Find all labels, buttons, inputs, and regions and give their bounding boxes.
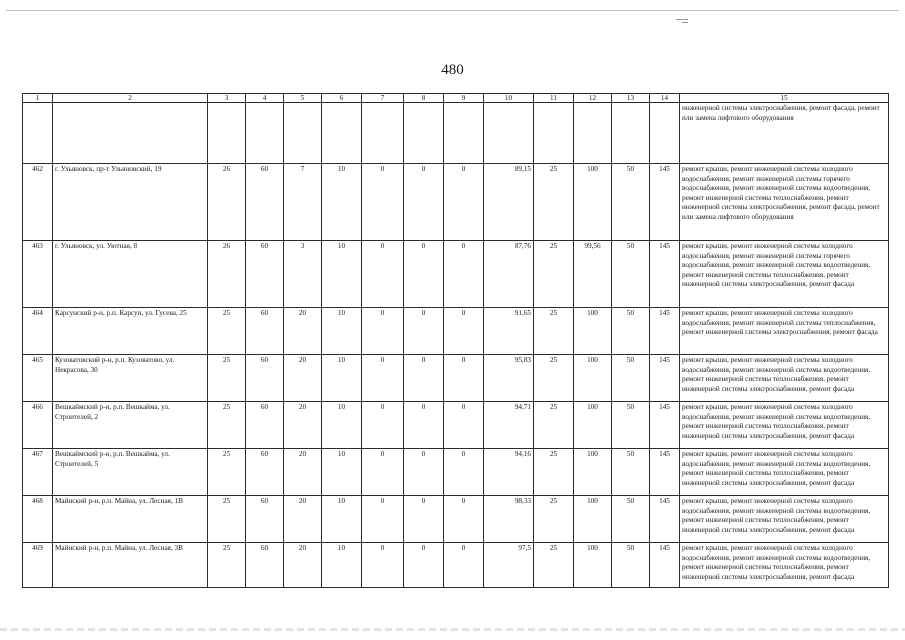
table-row [23, 402, 889, 449]
works-cell: ремонт крыши, ремонт инженерной системы холодного водоснабжения, ремонт инженерной системы водоотведения, ремонт инженерной системы теплоснабжения, ремонт инженерной системы электроснабжения, ремонт фасада [680, 355, 889, 402]
value-cell: 0 [444, 308, 484, 355]
value-cell: 60 [246, 241, 284, 308]
address-cell: Майнский р-н, р.п. Майна, ул. Лесная, 1В [53, 496, 208, 543]
value-cell: 7 [284, 164, 322, 241]
value-cell: 0 [444, 164, 484, 241]
value-cell: 50 [612, 355, 650, 402]
value-cell: 25 [534, 241, 574, 308]
value-cell: 98,33 [484, 496, 534, 543]
value-cell: 60 [246, 496, 284, 543]
value-cell: 20 [284, 543, 322, 588]
col-header: 9 [444, 94, 484, 103]
value-cell: 145 [650, 543, 680, 588]
value-cell: 50 [612, 241, 650, 308]
value-cell: 0 [404, 543, 444, 588]
col-header: 8 [404, 94, 444, 103]
table-row [23, 164, 889, 241]
address-cell: г. Ульяновск, пр-т Ульяновский, 19 [53, 164, 208, 241]
value-cell: 10 [322, 449, 362, 496]
page-number: 480 [441, 62, 464, 78]
value-cell: 100 [574, 496, 612, 543]
works-cell: ремонт крыши, ремонт инженерной системы холодного водоснабжения, ремонт инженерной системы водоотведения, ремонт инженерной системы теплоснабжения, ремонт инженерной системы электроснабжения, ремонт фасада [680, 496, 889, 543]
value-cell: 0 [362, 308, 404, 355]
table-row [23, 449, 889, 496]
value-cell: 0 [444, 241, 484, 308]
value-cell: 145 [650, 402, 680, 449]
value-cell: 0 [444, 543, 484, 588]
value-cell: 94,71 [484, 402, 534, 449]
scan-mark [682, 22, 688, 23]
repair-program-table [22, 93, 889, 588]
value-cell: 25 [534, 449, 574, 496]
value-cell: 0 [362, 355, 404, 402]
value-cell: 50 [612, 543, 650, 588]
value-cell: 60 [246, 355, 284, 402]
value-cell: 145 [650, 496, 680, 543]
value-cell: 60 [246, 449, 284, 496]
row-number: 464 [23, 308, 53, 355]
value-cell: 25 [208, 402, 246, 449]
value-cell: 97,5 [484, 543, 534, 588]
value-cell: 25 [534, 402, 574, 449]
works-cell: ремонт крыши, ремонт инженерной системы холодного водоснабжения, ремонт инженерной системы водоотведения, ремонт инженерной системы теплоснабжения, ремонт инженерной системы электроснабжения, ремонт фасада [680, 402, 889, 449]
col-header: 2 [53, 94, 208, 103]
value-cell: 60 [246, 308, 284, 355]
row-number: 468 [23, 496, 53, 543]
table-row-continuation [23, 103, 889, 164]
value-cell: 10 [322, 355, 362, 402]
value-cell: 25 [534, 496, 574, 543]
value-cell: 50 [612, 402, 650, 449]
col-header: 13 [612, 94, 650, 103]
value-cell: 60 [246, 164, 284, 241]
value-cell: 91,65 [484, 308, 534, 355]
value-cell: 26 [208, 241, 246, 308]
value-cell: 50 [612, 496, 650, 543]
address-cell: Кузоватовский р-н, р.п. Кузоватово, ул. Некрасова, 30 [53, 355, 208, 402]
value-cell: 25 [208, 543, 246, 588]
col-header: 7 [362, 94, 404, 103]
value-cell: 25 [208, 449, 246, 496]
address-cell: г. Ульяновск, ул. Уютная, 8 [53, 241, 208, 308]
value-cell: 26 [208, 164, 246, 241]
value-cell: 25 [534, 355, 574, 402]
value-cell: 94,16 [484, 449, 534, 496]
value-cell: 25 [534, 164, 574, 241]
value-cell: 100 [574, 355, 612, 402]
row-number: 467 [23, 449, 53, 496]
value-cell: 3 [284, 241, 322, 308]
table-row [23, 543, 889, 588]
value-cell: 145 [650, 449, 680, 496]
works-cell: ремонт крыши, ремонт инженерной системы холодного водоснабжения, ремонт инженерной системы водоотведения, ремонт инженерной системы теплоснабжения, ремонт инженерной системы электроснабжения, ремонт фасада [680, 449, 889, 496]
value-cell: 0 [444, 496, 484, 543]
value-cell: 60 [246, 543, 284, 588]
row-number: 463 [23, 241, 53, 308]
value-cell: 0 [404, 355, 444, 402]
works-cell: ремонт крыши, ремонт инженерной системы холодного водоснабжения, ремонт инженерной системы горячего водоснабжения, ремонт инженерной системы водоотведения, ремонт инженерной системы теплоснабжения, ремонт инженерной системы электроснабжения, ремонт фасада [680, 241, 889, 308]
value-cell: 20 [284, 449, 322, 496]
value-cell: 25 [208, 355, 246, 402]
col-header: 4 [246, 94, 284, 103]
value-cell: 0 [404, 496, 444, 543]
col-header: 14 [650, 94, 680, 103]
col-header: 12 [574, 94, 612, 103]
value-cell: 0 [444, 449, 484, 496]
value-cell: 145 [650, 164, 680, 241]
value-cell: 145 [650, 355, 680, 402]
value-cell: 25 [534, 308, 574, 355]
value-cell: 89,15 [484, 164, 534, 241]
works-cell: ремонт крыши, ремонт инженерной системы холодного водоснабжения, ремонт инженерной системы теплоснабжения, ремонт инженерной системы электроснабжения, ремонт фасада [680, 308, 889, 355]
col-header: 11 [534, 94, 574, 103]
address-cell: Майнский р-н, р.п. Майна, ул. Лесная, 3В [53, 543, 208, 588]
value-cell: 100 [574, 308, 612, 355]
col-header: 15 [680, 94, 889, 103]
col-header: 5 [284, 94, 322, 103]
value-cell: 0 [362, 402, 404, 449]
value-cell: 145 [650, 308, 680, 355]
value-cell: 0 [404, 164, 444, 241]
value-cell: 0 [362, 449, 404, 496]
value-cell: 100 [574, 402, 612, 449]
address-cell: Вешкаймский р-н, р.п. Вешкайма, ул. Строителей, 2 [53, 402, 208, 449]
value-cell: 0 [362, 496, 404, 543]
value-cell: 50 [612, 164, 650, 241]
col-header: 1 [23, 94, 53, 103]
value-cell: 145 [650, 241, 680, 308]
value-cell: 25 [208, 308, 246, 355]
value-cell: 0 [404, 449, 444, 496]
column-number-row [23, 94, 889, 103]
value-cell: 20 [284, 355, 322, 402]
value-cell: 10 [322, 164, 362, 241]
value-cell: 10 [322, 402, 362, 449]
value-cell: 100 [574, 449, 612, 496]
value-cell: 100 [574, 543, 612, 588]
address-cell: Карсунский р-н, р.п. Карсун, ул. Гусева, 25 [53, 308, 208, 355]
row-number: 466 [23, 402, 53, 449]
col-header: 10 [484, 94, 534, 103]
scan-edge-line [6, 10, 899, 11]
value-cell: 0 [362, 543, 404, 588]
value-cell: 10 [322, 308, 362, 355]
value-cell: 99,56 [574, 241, 612, 308]
table-row [23, 308, 889, 355]
col-header: 6 [322, 94, 362, 103]
value-cell: 0 [404, 308, 444, 355]
works-cell: ремонт крыши, ремонт инженерной системы холодного водоснабжения, ремонт инженерной системы горячего водоснабжения, ремонт инженерной системы водоотведения, ремонт инженерной системы теплоснабжения, ремонт инженерной системы электроснабжения, ремонт фасада, ремонт или замена лифтового оборудования [680, 164, 889, 241]
value-cell: 50 [612, 308, 650, 355]
value-cell: 95,83 [484, 355, 534, 402]
value-cell: 10 [322, 543, 362, 588]
works-cell: ремонт крыши, ремонт инженерной системы холодного водоснабжения, ремонт инженерной системы водоотведения, ремонт инженерной системы теплоснабжения, ремонт инженерной системы электроснабжения, ремонт фасада [680, 543, 889, 588]
value-cell: 20 [284, 402, 322, 449]
scan-edge-noise [0, 628, 905, 631]
value-cell: 0 [404, 241, 444, 308]
value-cell: 0 [362, 164, 404, 241]
value-cell: 0 [444, 402, 484, 449]
table-row [23, 241, 889, 308]
col-header: 3 [208, 94, 246, 103]
value-cell: 0 [444, 355, 484, 402]
value-cell: 0 [404, 402, 444, 449]
value-cell: 60 [246, 402, 284, 449]
address-cell: Вешкаймский р-н, р.п. Вешкайма, ул. Строителей, 5 [53, 449, 208, 496]
value-cell: 25 [534, 543, 574, 588]
table-row [23, 355, 889, 402]
row-number: 469 [23, 543, 53, 588]
scan-mark [676, 19, 688, 20]
value-cell: 20 [284, 308, 322, 355]
works-cell: инженерной системы электроснабжения, ремонт фасада, ремонт или замена лифтового оборудования [680, 103, 889, 164]
value-cell: 25 [208, 496, 246, 543]
value-cell: 100 [574, 164, 612, 241]
value-cell: 10 [322, 241, 362, 308]
value-cell: 10 [322, 496, 362, 543]
value-cell: 87,76 [484, 241, 534, 308]
table-row [23, 496, 889, 543]
row-number: 465 [23, 355, 53, 402]
row-number: 462 [23, 164, 53, 241]
value-cell: 0 [362, 241, 404, 308]
value-cell: 20 [284, 496, 322, 543]
value-cell: 50 [612, 449, 650, 496]
